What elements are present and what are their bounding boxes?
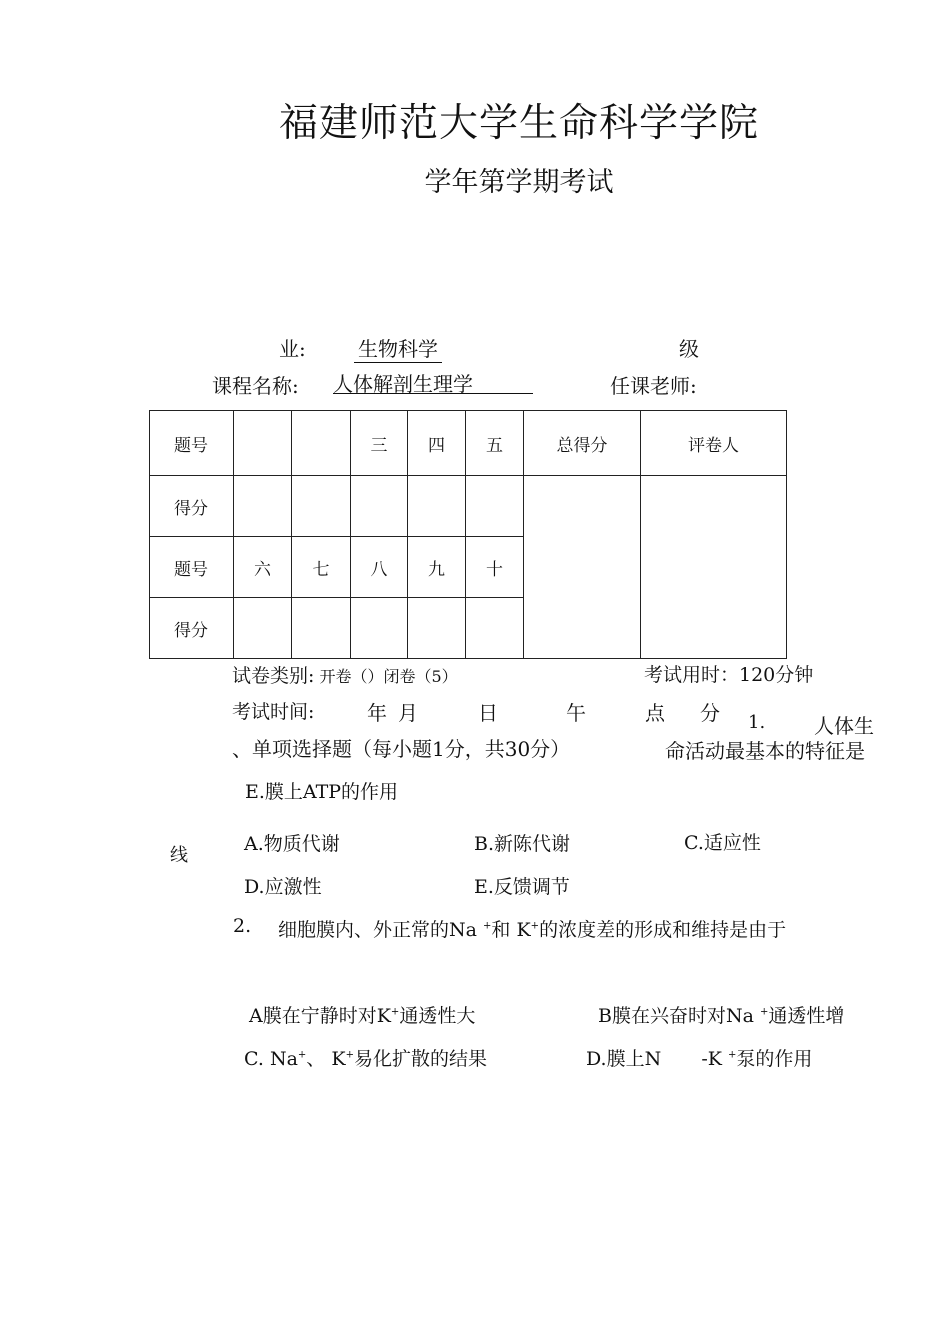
q2-option-a-sup: + (390, 1006, 400, 1018)
time-unit-hour: 点 (645, 701, 665, 725)
q2-option-d-part2: -K (701, 1048, 722, 1070)
q2-option-c-part2: Na (269, 1048, 298, 1070)
q-header-2 (292, 411, 351, 476)
q2-stem (278, 915, 786, 942)
q2-option-d (586, 1044, 812, 1071)
q-header-6: 六 (234, 537, 292, 598)
q1-option-d: D.应激性 (244, 876, 322, 898)
q2-option-c-part3: 、 (306, 1048, 326, 1070)
row3-label: 题号 (150, 537, 234, 598)
major-label: 业: (279, 337, 306, 361)
table-row (150, 476, 787, 537)
score-cell-6 (234, 598, 292, 659)
exam-type-label: 试卷类别: (232, 665, 315, 687)
q2-option-b-sup: + (759, 1006, 769, 1018)
course-label: 课程名称: (212, 374, 299, 398)
q2-option-b (598, 1001, 844, 1028)
score-cell-8 (351, 598, 408, 659)
q2-option-b-part1: B膜在兴奋时对Na (598, 1005, 754, 1027)
q2-sup-2: + (530, 920, 540, 932)
score-cell-10 (466, 598, 524, 659)
q-header-4: 四 (408, 411, 466, 476)
q2-option-b-part2: 通透性增 (768, 1005, 845, 1027)
q1-stray-option: E.膜上ATP的作用 (245, 781, 399, 803)
row2-label: 得分 (150, 476, 234, 537)
section-heading: 、单项选择题（每小题1分，共30分） (232, 737, 571, 761)
table-row (150, 411, 787, 476)
q1-stem-part1: 人体生 (814, 714, 874, 738)
q2-stem-part1: 细胞膜内、外正常的Na (278, 919, 477, 941)
q2-option-c-part1: C. (244, 1048, 264, 1070)
q-header-3: 三 (351, 411, 408, 476)
teacher-label: 任课老师: (610, 374, 697, 398)
q1-stem-part2: 命活动最基本的特征是 (665, 739, 865, 763)
total-score-header: 总得分 (524, 411, 641, 476)
course-underline (333, 393, 533, 394)
exam-subtitle: 学年第学期考试 (424, 167, 614, 198)
q-header-9: 九 (408, 537, 466, 598)
exam-type (232, 661, 458, 688)
score-cell-3 (351, 476, 408, 537)
q-header-1 (234, 411, 292, 476)
time-unit-noon: 午 (566, 701, 586, 725)
grade-label: 级 (679, 337, 699, 361)
exam-title: 福建师范大学生命科学学院 (278, 101, 759, 146)
major-value-text: 生物科学 (354, 333, 442, 363)
q1-option-b: B.新陈代谢 (474, 833, 571, 855)
q2-option-c-sup1: + (297, 1049, 307, 1061)
q2-option-c-part4: K (331, 1048, 346, 1070)
q1-option-c: C.适应性 (684, 832, 761, 854)
score-cell-1 (234, 476, 292, 537)
q2-option-d-part1: D.膜上N (586, 1048, 662, 1070)
q2-sup-1: + (483, 920, 492, 932)
q2-option-c-sup2: + (345, 1049, 354, 1061)
q2-option-d-sup: + (728, 1049, 737, 1061)
q1-option-a: A.物质代谢 (244, 833, 340, 855)
course-value: 人体解剖生理学 (333, 372, 473, 396)
total-score-cell (524, 476, 641, 659)
time-unit-minute: 分 (700, 701, 720, 725)
time-unit-year: 年 (367, 701, 387, 725)
row1-label: 题号 (150, 411, 234, 476)
q2-option-c (244, 1044, 487, 1071)
q-header-8: 八 (351, 537, 408, 598)
grader-cell (641, 476, 787, 659)
q2-option-a-part1: A膜在宁静时对K (249, 1005, 391, 1027)
row4-label: 得分 (150, 598, 234, 659)
binding-line-mark: 线 (170, 845, 188, 866)
score-cell-5 (466, 476, 524, 537)
q2-number: 2. (233, 915, 252, 937)
score-table (149, 410, 787, 659)
q-header-5: 五 (466, 411, 524, 476)
grader-header: 评卷人 (641, 411, 787, 476)
time-unit-month: 月 (398, 701, 418, 725)
score-cell-2 (292, 476, 351, 537)
q2-option-a-part2: 通透性大 (399, 1005, 476, 1027)
exam-type-value: 开卷（）闭卷（5） (319, 667, 458, 686)
exam-duration: 考试用时：120分钟 (644, 664, 814, 686)
q2-option-c-part5: 易化扩散的结果 (353, 1048, 487, 1070)
q2-stem-part4: 的浓度差的形成和维持是由于 (539, 919, 787, 941)
q1-option-e: E.反馈调节 (474, 876, 570, 898)
score-cell-4 (408, 476, 466, 537)
q-header-10: 十 (466, 537, 524, 598)
q2-option-d-part3: 泵的作用 (736, 1048, 813, 1070)
score-cell-7 (292, 598, 351, 659)
q2-stem-part2: 和 (491, 919, 511, 941)
q2-option-a (249, 1001, 475, 1028)
major-value (354, 333, 442, 363)
q1-number: 1. (748, 712, 766, 733)
time-unit-day: 日 (478, 701, 498, 725)
q-header-7: 七 (292, 537, 351, 598)
exam-time-label: 考试时间: (232, 701, 315, 723)
score-cell-9 (408, 598, 466, 659)
q2-stem-part3: K (516, 919, 531, 941)
